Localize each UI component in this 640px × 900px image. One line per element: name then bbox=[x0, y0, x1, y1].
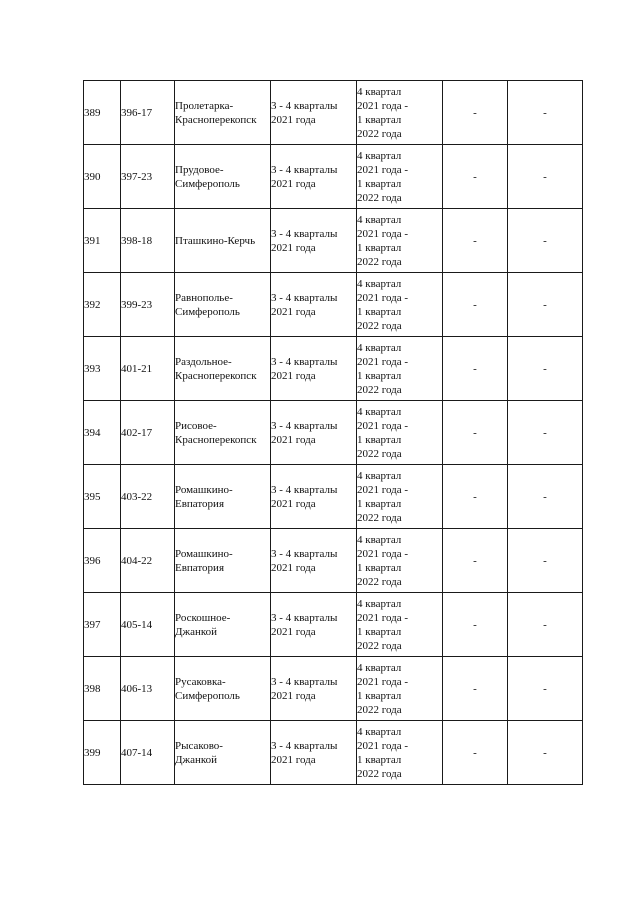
deadline-cell: 4 квартал 2021 года - 1 квартал 2022 года bbox=[357, 145, 443, 209]
table-row bbox=[84, 209, 583, 273]
route-name: Рысаково- Джанкой bbox=[175, 721, 271, 785]
empty-cell-dash: - bbox=[443, 529, 508, 593]
period-cell: 3 - 4 кварталы 2021 года bbox=[271, 81, 357, 145]
empty-cell-dash: - bbox=[443, 593, 508, 657]
period-cell: 3 - 4 кварталы 2021 года bbox=[271, 465, 357, 529]
empty-cell-dash: - bbox=[508, 337, 583, 401]
empty-cell-dash: - bbox=[508, 529, 583, 593]
row-number: 399 bbox=[84, 721, 121, 785]
row-number: 396 bbox=[84, 529, 121, 593]
table-row bbox=[84, 337, 583, 401]
table-row bbox=[84, 401, 583, 465]
route-name: Раздольное- Красноперекопск bbox=[175, 337, 271, 401]
empty-cell-dash: - bbox=[508, 593, 583, 657]
empty-cell-dash: - bbox=[508, 273, 583, 337]
empty-cell-dash: - bbox=[508, 465, 583, 529]
route-code: 403-22 bbox=[121, 465, 175, 529]
empty-cell-dash: - bbox=[443, 657, 508, 721]
deadline-cell: 4 квартал 2021 года - 1 квартал 2022 года bbox=[357, 401, 443, 465]
empty-cell-dash: - bbox=[443, 273, 508, 337]
empty-cell-dash: - bbox=[508, 401, 583, 465]
period-cell: 3 - 4 кварталы 2021 года bbox=[271, 273, 357, 337]
route-code: 407-14 bbox=[121, 721, 175, 785]
empty-cell-dash: - bbox=[443, 209, 508, 273]
route-code: 398-18 bbox=[121, 209, 175, 273]
route-name: Рисовое- Красноперекопск bbox=[175, 401, 271, 465]
route-name: Пташкино-Керчь bbox=[175, 209, 271, 273]
empty-cell-dash: - bbox=[443, 401, 508, 465]
deadline-cell: 4 квартал 2021 года - 1 квартал 2022 года bbox=[357, 657, 443, 721]
table-row bbox=[84, 593, 583, 657]
table-row bbox=[84, 657, 583, 721]
period-cell: 3 - 4 кварталы 2021 года bbox=[271, 593, 357, 657]
table-row bbox=[84, 145, 583, 209]
table-row bbox=[84, 81, 583, 145]
empty-cell-dash: - bbox=[443, 145, 508, 209]
empty-cell-dash: - bbox=[508, 209, 583, 273]
route-code: 405-14 bbox=[121, 593, 175, 657]
route-code: 402-17 bbox=[121, 401, 175, 465]
deadline-cell: 4 квартал 2021 года - 1 квартал 2022 года bbox=[357, 465, 443, 529]
empty-cell-dash: - bbox=[508, 145, 583, 209]
period-cell: 3 - 4 кварталы 2021 года bbox=[271, 657, 357, 721]
table-row bbox=[84, 465, 583, 529]
empty-cell-dash: - bbox=[508, 721, 583, 785]
table-row bbox=[84, 721, 583, 785]
deadline-cell: 4 квартал 2021 года - 1 квартал 2022 года bbox=[357, 273, 443, 337]
deadline-cell: 4 квартал 2021 года - 1 квартал 2022 года bbox=[357, 209, 443, 273]
table-row bbox=[84, 273, 583, 337]
deadline-cell: 4 квартал 2021 года - 1 квартал 2022 года bbox=[357, 721, 443, 785]
period-cell: 3 - 4 кварталы 2021 года bbox=[271, 209, 357, 273]
route-code: 399-23 bbox=[121, 273, 175, 337]
route-code: 406-13 bbox=[121, 657, 175, 721]
table-row bbox=[84, 529, 583, 593]
row-number: 393 bbox=[84, 337, 121, 401]
period-cell: 3 - 4 кварталы 2021 года bbox=[271, 145, 357, 209]
row-number: 394 bbox=[84, 401, 121, 465]
route-code: 401-21 bbox=[121, 337, 175, 401]
row-number: 395 bbox=[84, 465, 121, 529]
route-name: Ромашкино- Евпатория bbox=[175, 529, 271, 593]
row-number: 389 bbox=[84, 81, 121, 145]
row-number: 397 bbox=[84, 593, 121, 657]
period-cell: 3 - 4 кварталы 2021 года bbox=[271, 529, 357, 593]
table-body bbox=[84, 81, 583, 785]
empty-cell-dash: - bbox=[508, 81, 583, 145]
empty-cell-dash: - bbox=[443, 337, 508, 401]
row-number: 398 bbox=[84, 657, 121, 721]
deadline-cell: 4 квартал 2021 года - 1 квартал 2022 года bbox=[357, 593, 443, 657]
route-name: Пролетарка- Красноперекопск bbox=[175, 81, 271, 145]
deadline-cell: 4 квартал 2021 года - 1 квартал 2022 года bbox=[357, 337, 443, 401]
row-number: 390 bbox=[84, 145, 121, 209]
empty-cell-dash: - bbox=[443, 465, 508, 529]
route-name: Роскошное- Джанкой bbox=[175, 593, 271, 657]
deadline-cell: 4 квартал 2021 года - 1 квартал 2022 года bbox=[357, 81, 443, 145]
route-name: Прудовое- Симферополь bbox=[175, 145, 271, 209]
route-name: Ромашкино- Евпатория bbox=[175, 465, 271, 529]
empty-cell-dash: - bbox=[443, 81, 508, 145]
period-cell: 3 - 4 кварталы 2021 года bbox=[271, 401, 357, 465]
routes-table bbox=[83, 80, 583, 785]
deadline-cell: 4 квартал 2021 года - 1 квартал 2022 года bbox=[357, 529, 443, 593]
empty-cell-dash: - bbox=[508, 657, 583, 721]
row-number: 391 bbox=[84, 209, 121, 273]
empty-cell-dash: - bbox=[443, 721, 508, 785]
row-number: 392 bbox=[84, 273, 121, 337]
period-cell: 3 - 4 кварталы 2021 года bbox=[271, 721, 357, 785]
route-code: 397-23 bbox=[121, 145, 175, 209]
route-code: 404-22 bbox=[121, 529, 175, 593]
route-code: 396-17 bbox=[121, 81, 175, 145]
route-name: Равнополье- Симферополь bbox=[175, 273, 271, 337]
period-cell: 3 - 4 кварталы 2021 года bbox=[271, 337, 357, 401]
route-name: Русаковка- Симферополь bbox=[175, 657, 271, 721]
